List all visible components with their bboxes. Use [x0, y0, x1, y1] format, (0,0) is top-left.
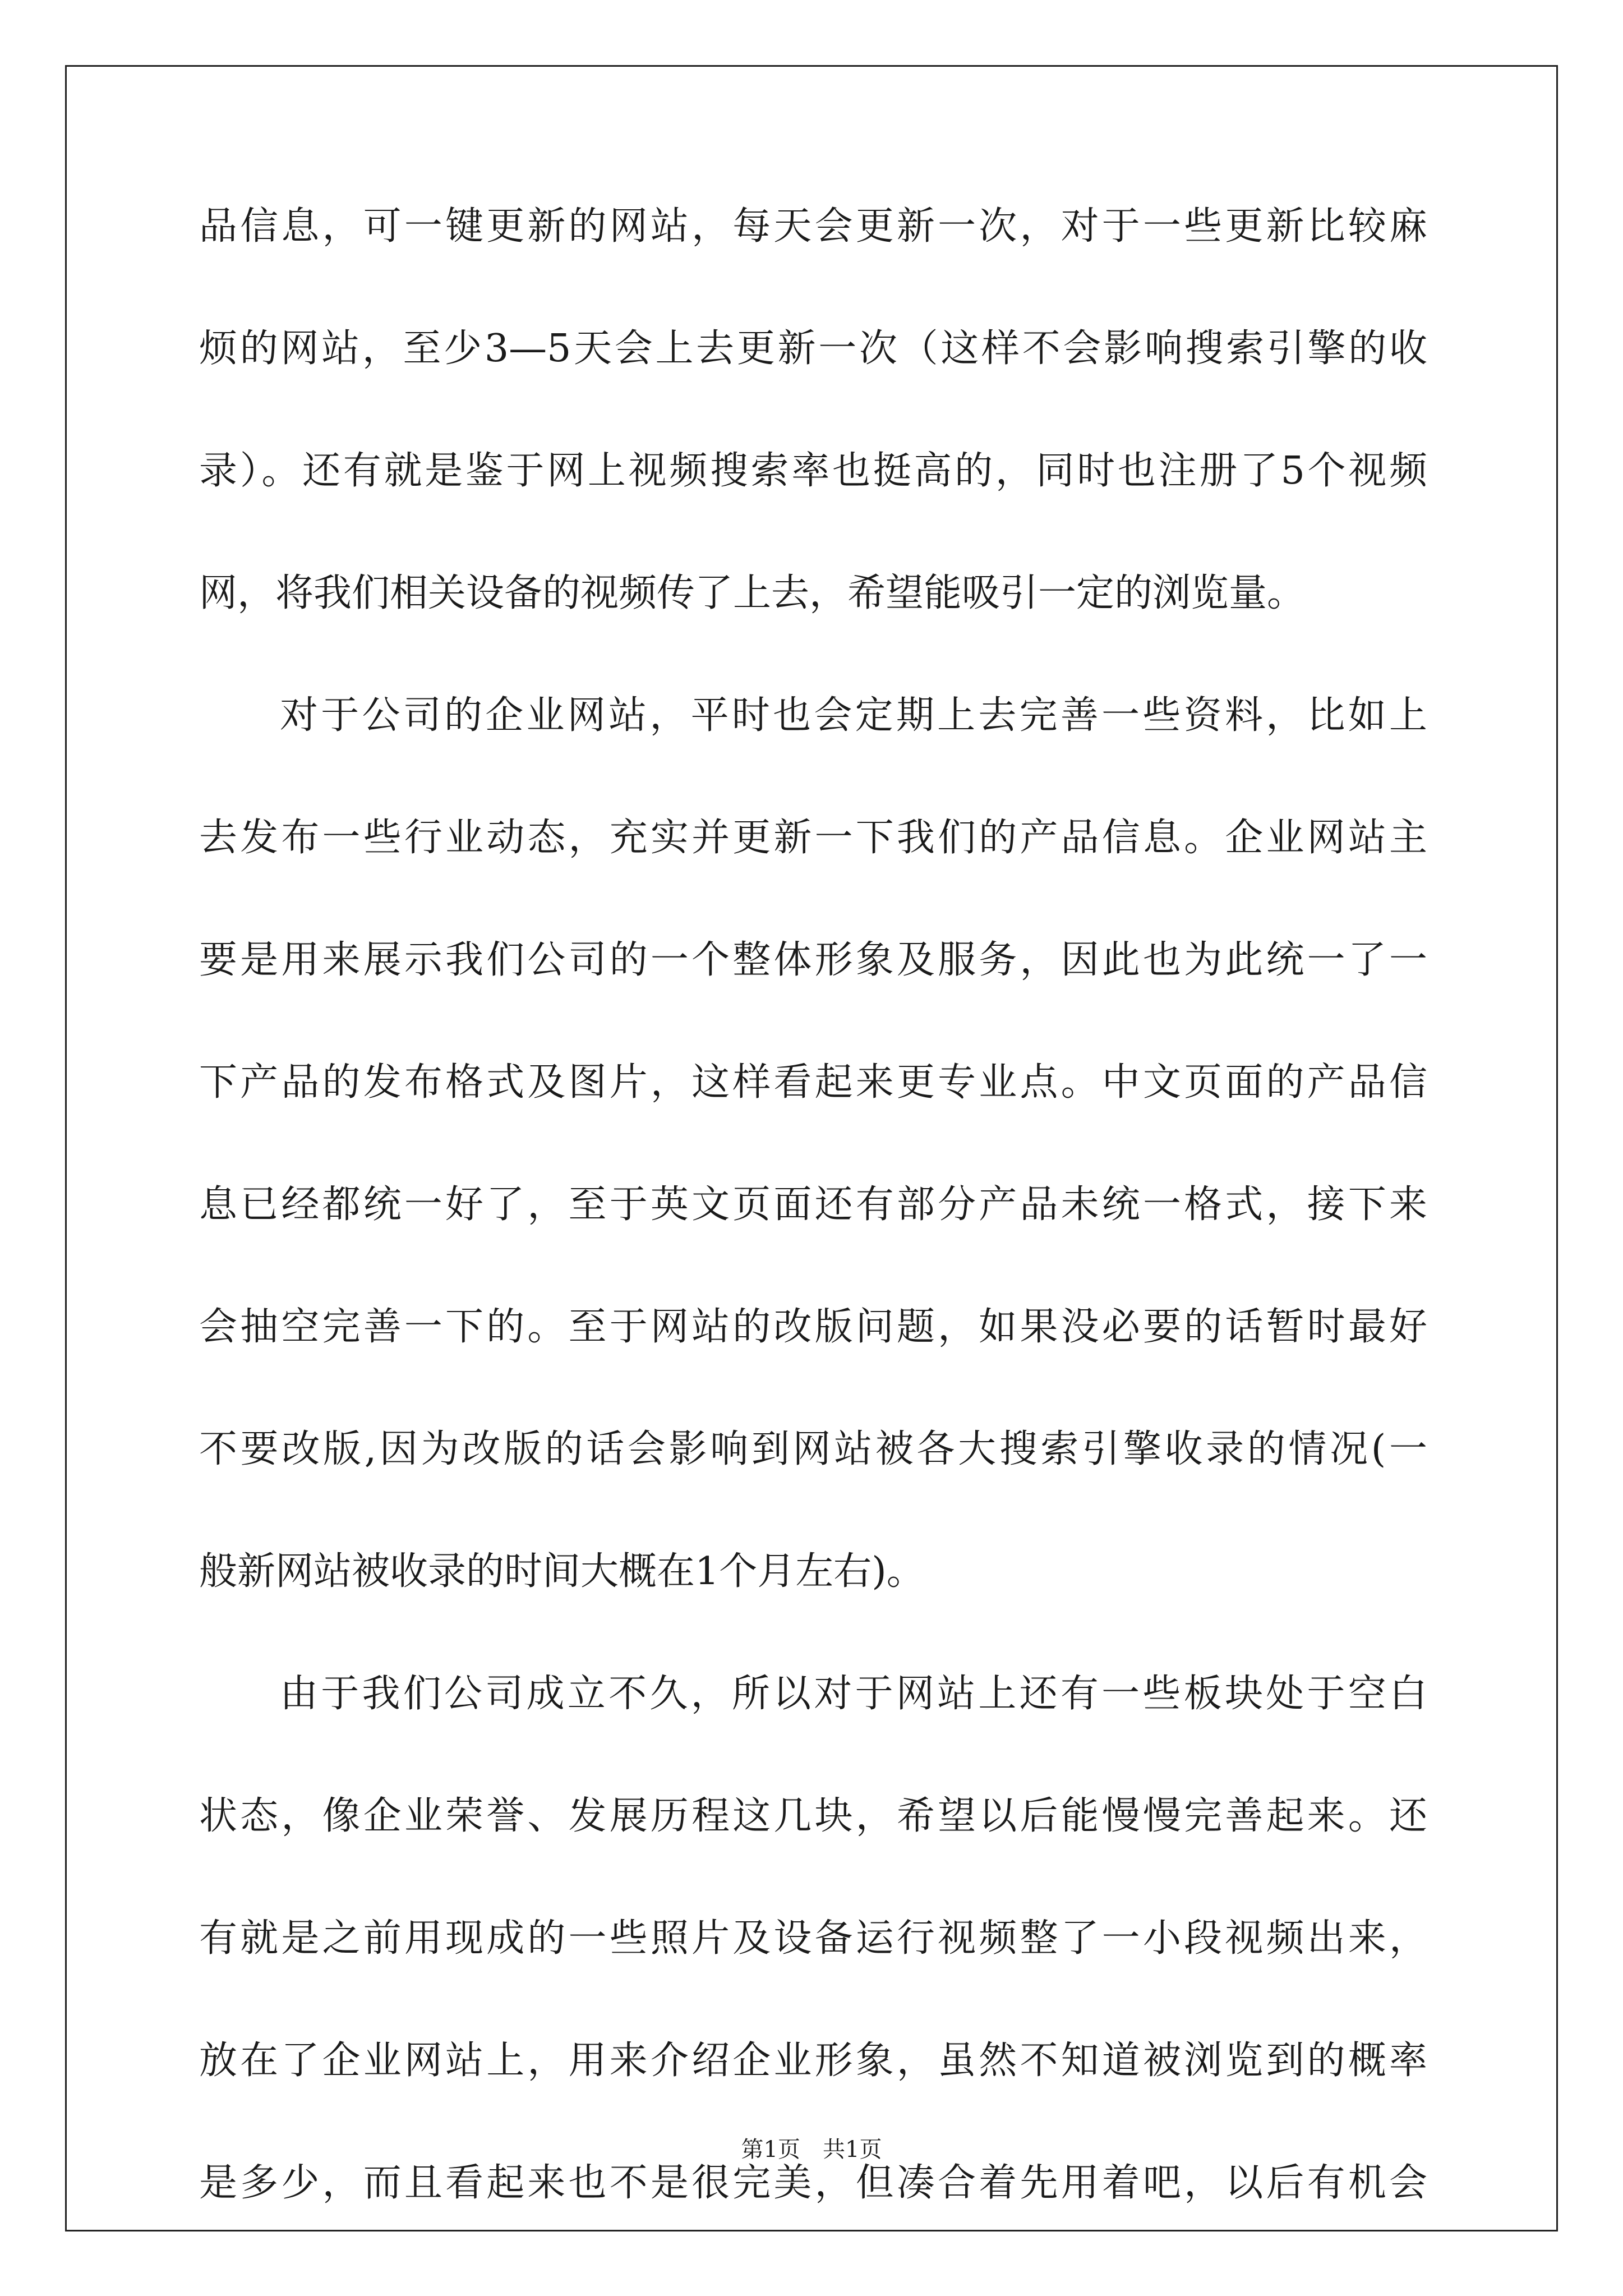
text-line: 息已经都统一好了，至于英文页面还有部分产品未统一格式，接下来 — [199, 1182, 1427, 1227]
text-line: 状态，像企业荣誉、发展历程这几块，希望以后能慢慢完善起来。还 — [199, 1794, 1427, 1838]
paragraph-first-line: 对于公司的企业网站，平时也会定期上去完善一些资料，比如上 — [280, 693, 1427, 738]
text-line: 放在了企业网站上，用来介绍企业形象，虽然不知道被浏览到的概率 — [199, 2039, 1427, 2083]
text-line: 下产品的发布格式及图片，这样看起来更专业点。中文页面的产品信 — [199, 1060, 1427, 1105]
page-footer: 第1页 共1页 — [741, 2137, 882, 2162]
paragraph-first-line: 由于我们公司成立不久，所以对于网站上还有一些板块处于空白 — [280, 1672, 1427, 1716]
text-line: 要是用来展示我们公司的一个整体形象及服务，因此也为此统一了一 — [199, 938, 1427, 982]
text-line: 品信息，可一键更新的网站，每天会更新一次，对于一些更新比较麻 — [199, 204, 1427, 249]
text-line: 会抽空完善一下的。至于网站的改版问题，如果没必要的话暂时最好 — [199, 1305, 1427, 1349]
document-body — [199, 204, 1427, 2286]
text-line: 是多少，而且看起来也不是很完美，但凑合着先用着吧，以后有机会 — [199, 2161, 1427, 2205]
text-line: 网，将我们相关设备的视频传了上去，希望能吸引一定的浏览量。 — [199, 571, 1306, 615]
text-line: 不要改版,因为改版的话会影响到网站被各大搜索引擎收录的情况(一 — [199, 1427, 1427, 1471]
text-line: 有就是之前用现成的一些照片及设备运行视频整了一小段视频出来， — [199, 1916, 1427, 1961]
text-line: 去发布一些行业动态，充实并更新一下我们的产品信息。企业网站主 — [199, 816, 1427, 860]
text-line: 录）。还有就是鉴于网上视频搜索率也挺高的，同时也注册了5个视频 — [199, 449, 1427, 493]
text-line: 般新网站被收录的时间大概在1个月左右)。 — [199, 1549, 925, 1594]
text-line: 烦的网站，至少3—5天会上去更新一次（这样不会影响搜索引擎的收 — [199, 326, 1427, 371]
